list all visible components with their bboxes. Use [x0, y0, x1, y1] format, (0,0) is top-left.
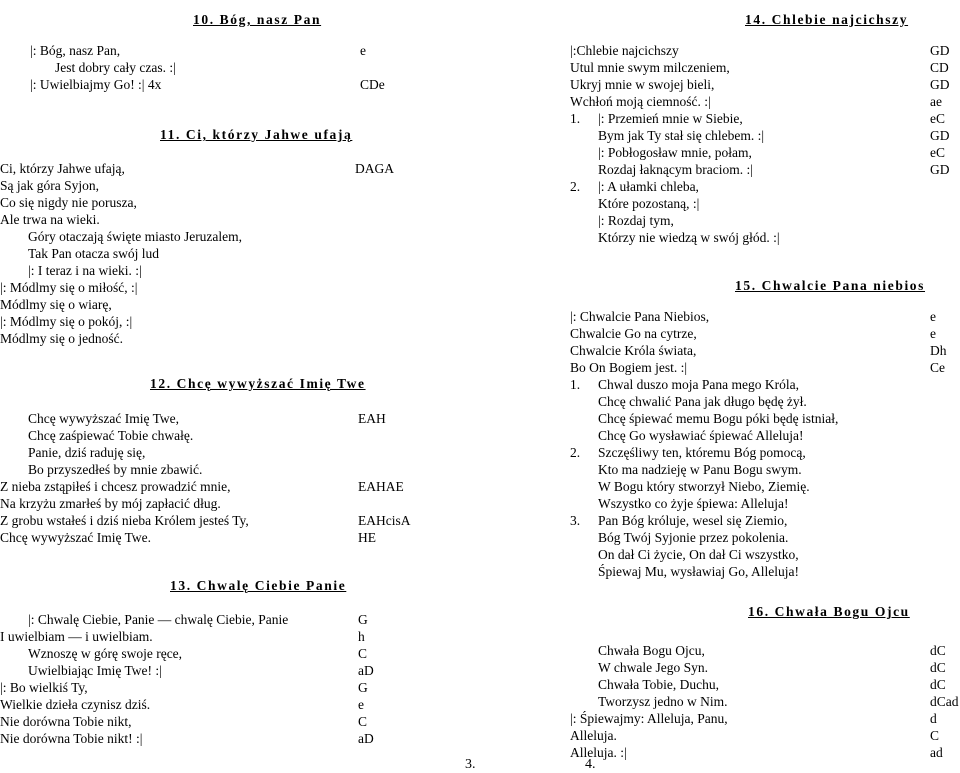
- lyric-line: Nie dorówna Tobie nikt,: [0, 714, 132, 729]
- lyric-line: Z grobu wstałeś i dziś nieba Królem jesteś Ty,: [0, 513, 249, 528]
- song-title: 16. Chwała Bogu Ojcu: [748, 604, 910, 619]
- lyric-line: On dał Ci życie, On dał Ci wszystko,: [598, 547, 799, 562]
- lyric-line: W chwale Jego Syn.: [598, 660, 708, 675]
- chord-label: dC: [930, 660, 946, 675]
- lyric-line: Rozdaj łaknącym braciom. :|: [598, 162, 753, 177]
- lyric-line: 2.: [570, 179, 581, 194]
- lyric-line: Módlmy się o wiarę,: [0, 297, 112, 312]
- lyric-line: Bóg Twój Syjonie przez pokolenia.: [598, 530, 789, 545]
- lyric-line: Wchłoń moją ciemność. :|: [570, 94, 711, 109]
- lyric-line: Śpiewaj Mu, wysławiaj Go, Alleluja!: [598, 564, 799, 579]
- chord-label: C: [930, 728, 940, 743]
- lyric-line: |: Przemień mnie w Siebie,: [598, 111, 743, 126]
- lyric-line: Wielkie dzieła czynisz dziś.: [0, 697, 151, 712]
- song-title: 15. Chwalcie Pana niebios: [735, 278, 926, 293]
- lyric-line: |: I teraz i na wieki. :|: [28, 263, 142, 278]
- lyric-line: Jest dobry cały czas. :|: [55, 60, 176, 75]
- page-number: 3.: [465, 757, 476, 772]
- chord-label: GD: [930, 128, 950, 143]
- lyric-line: Ale trwa na wieki.: [0, 212, 100, 227]
- lyric-line: |:Chlebie najcichszy: [570, 43, 679, 58]
- lyric-line: Tak Pan otacza swój lud: [28, 246, 160, 261]
- page-number: 4.: [585, 757, 596, 772]
- lyric-line: Pan Bóg króluje, wesel się Ziemio,: [598, 513, 788, 528]
- chord-label: CDe: [360, 77, 385, 92]
- chord-label: eC: [930, 145, 945, 160]
- chord-label: EAHcisA: [358, 513, 411, 528]
- lyric-line: |: Módlmy się o pokój, :|: [0, 314, 133, 329]
- lyric-line: Chcę wywyższać Imię Twe,: [28, 411, 179, 426]
- lyric-line: |: Rozdaj tym,: [598, 213, 674, 228]
- song-title: 11. Ci, którzy Jahwe ufają: [160, 127, 353, 142]
- lyric-line: Wszystko co żyje śpiewa: Alleluja!: [598, 496, 789, 511]
- lyric-line: Są jak góra Syjon,: [0, 178, 99, 193]
- chord-label: eC: [930, 111, 945, 126]
- song-title: 13. Chwalę Ciebie Panie: [170, 578, 347, 593]
- chord-label: Dh: [930, 343, 947, 358]
- lyric-line: 3.: [570, 513, 581, 528]
- lyric-line: |: A ułamki chleba,: [598, 179, 699, 194]
- chord-label: GD: [930, 43, 950, 58]
- lyric-line: Na krzyżu zmarłeś by mój zapłacić dług.: [0, 496, 221, 511]
- lyric-line: |: Uwielbiajmy Go! :| 4x: [30, 77, 162, 92]
- lyric-line: Bo On Bogiem jest. :|: [570, 360, 688, 375]
- lyric-line: Nie dorówna Tobie nikt! :|: [0, 731, 143, 746]
- chord-label: aD: [358, 663, 374, 678]
- chord-label: d: [930, 711, 937, 726]
- chord-label: h: [358, 629, 365, 644]
- lyric-line: Uwielbiając Imię Twe! :|: [28, 663, 162, 678]
- lyric-line: |: Módlmy się o miłość, :|: [0, 280, 138, 295]
- lyric-line: Kto ma nadzieję w Panu Bogu swym.: [598, 462, 802, 477]
- lyric-line: 1.: [570, 111, 581, 126]
- lyric-line: Szczęśliwy ten, któremu Bóg pomocą,: [598, 445, 806, 460]
- chord-label: e: [360, 43, 366, 58]
- lyric-line: Chcę zaśpiewać Tobie chwałę.: [28, 428, 194, 443]
- lyric-line: Chwała Bogu Ojcu,: [598, 643, 705, 658]
- lyric-line: |: Pobłogosław mnie, połam,: [598, 145, 752, 160]
- song-title: 14. Chlebie najcichszy: [745, 12, 909, 27]
- chord-label: aD: [358, 731, 374, 746]
- chord-label: DAGA: [355, 161, 394, 176]
- lyric-line: Bym jak Ty stał się chlebem. :|: [598, 128, 765, 143]
- lyric-line: Alleluja. :|: [570, 745, 627, 760]
- chord-label: EAHAE: [358, 479, 404, 494]
- lyric-line: |: Bóg, nasz Pan,: [30, 43, 121, 58]
- chord-label: e: [358, 697, 364, 712]
- lyric-line: Panie, dziś raduję się,: [28, 445, 146, 460]
- lyric-line: Utul mnie swym milczeniem,: [570, 60, 730, 75]
- lyric-line: Bo przyszedłeś by mnie zbawić.: [28, 462, 203, 477]
- chord-label: ae: [930, 94, 942, 109]
- chord-label: C: [358, 646, 368, 661]
- chord-label: e: [930, 309, 936, 324]
- lyric-line: Ci, którzy Jahwe ufają,: [0, 161, 125, 176]
- chord-label: CD: [930, 60, 949, 75]
- lyric-line: Co się nigdy nie porusza,: [0, 195, 137, 210]
- song-title: 12. Chcę wywyższać Imię Twe: [150, 376, 366, 391]
- lyric-line: Alleluja.: [570, 728, 617, 743]
- lyric-line: Chwała Tobie, Duchu,: [598, 677, 720, 692]
- chord-label: G: [358, 612, 368, 627]
- chord-label: ad: [930, 745, 943, 760]
- chord-label: G: [358, 680, 368, 695]
- chord-label: HE: [358, 530, 376, 545]
- lyric-line: Chcę Go wysławiać śpiewać Alleluja!: [598, 428, 804, 443]
- lyric-line: |: Chwalcie Pana Niebios,: [570, 309, 710, 324]
- lyric-line: Którzy nie wiedzą w swój głód. :|: [598, 230, 780, 245]
- lyric-line: Wznoszę w górę swoje ręce,: [28, 646, 183, 661]
- lyric-line: |: Śpiewajmy: Alleluja, Panu,: [570, 711, 728, 726]
- song-title: 10. Bóg, nasz Pan: [193, 12, 322, 27]
- lyric-line: |: Bo wielkiś Ty,: [0, 680, 88, 695]
- lyric-line: Chcę chwalić Pana jak długo będę żył.: [598, 394, 807, 409]
- chord-label: dCad: [930, 694, 959, 709]
- lyric-line: Chcę śpiewać memu Bogu póki będę istniał,: [598, 411, 839, 426]
- lyric-line: Módlmy się o jedność.: [0, 331, 123, 346]
- lyric-line: |: Chwalę Ciebie, Panie — chwalę Ciebie, Panie: [28, 612, 289, 627]
- lyric-line: Góry otaczają święte miasto Jeruzalem,: [28, 229, 243, 244]
- chord-label: EAH: [358, 411, 386, 426]
- lyric-line: Z nieba zstąpiłeś i chcesz prowadzić mnie,: [0, 479, 231, 494]
- lyric-line: Chcę wywyższać Imię Twe.: [0, 530, 151, 545]
- chord-label: Ce: [930, 360, 945, 375]
- lyric-line: Tworzysz jedno w Nim.: [598, 694, 728, 709]
- lyric-line: I uwielbiam — i uwielbiam.: [0, 629, 153, 644]
- lyric-line: Chwalcie Go na cytrze,: [570, 326, 697, 341]
- chord-label: e: [930, 326, 936, 341]
- lyric-line: Które pozostaną, :|: [598, 196, 700, 211]
- chord-label: dC: [930, 643, 946, 658]
- lyric-line: Ukryj mnie w swojej bieli,: [570, 77, 715, 92]
- lyric-line: W Bogu który stworzył Niebo, Ziemię.: [598, 479, 810, 494]
- chord-label: GD: [930, 77, 950, 92]
- chord-label: C: [358, 714, 368, 729]
- chord-label: dC: [930, 677, 946, 692]
- chord-label: GD: [930, 162, 950, 177]
- lyric-line: Chwalcie Króla świata,: [570, 343, 697, 358]
- lyric-line: 1.: [570, 377, 581, 392]
- lyric-line: Chwal duszo moja Pana mego Króla,: [598, 377, 799, 392]
- lyric-line: 2.: [570, 445, 581, 460]
